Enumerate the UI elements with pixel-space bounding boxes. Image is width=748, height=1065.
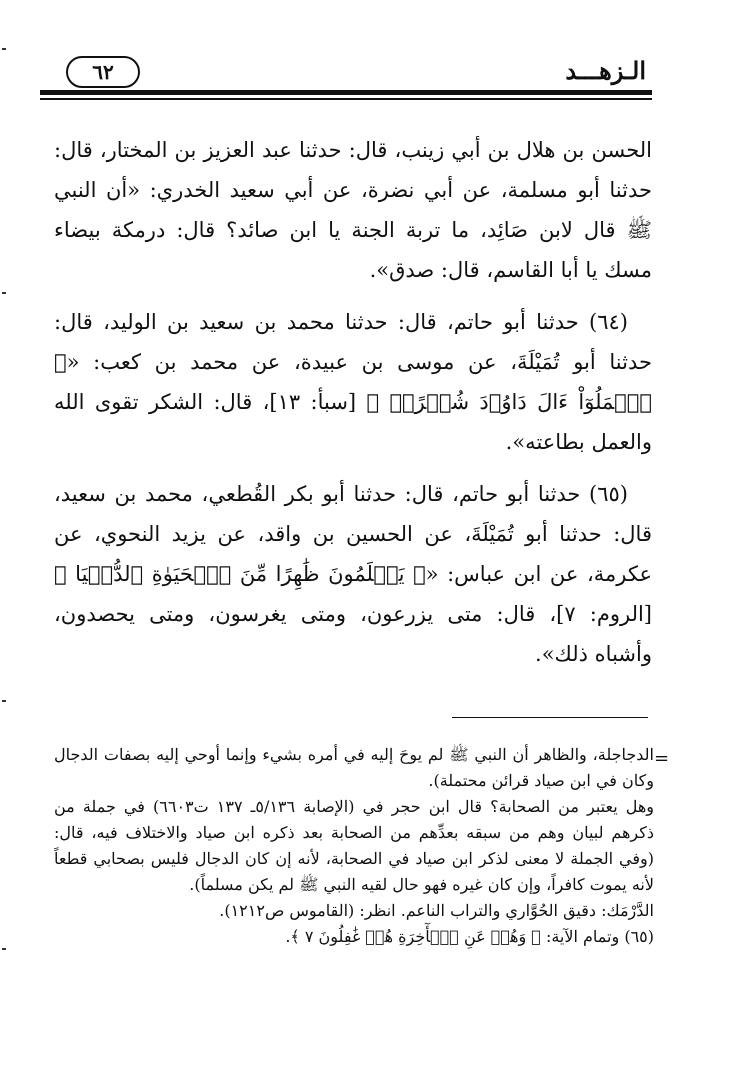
paragraph-continuation: الحسن بن هلال بن أبي زينب، قال: حدثنا عبد العزيز بن المختار، قال: حدثنا أبو مسلمة، عن أبي نضرة، عن أبي سعيد الخدري: «أن النبي ﷺ قال لابن صَائِد، ما تربة الجنة يا ابن صائد؟ قال: درمكة بيضاء مسك يا أبا القاسم، قال: صدق». [54, 138, 652, 282]
footnote-line: الدجاجلة، والظاهر أن النبي ﷺ لم يوحَ إليه في أمره بشيء وإنما أوحي إليه بصفات الدجال وكان في ابن صياد قرائن محتملة). [54, 745, 654, 790]
footnote-separator [452, 717, 648, 718]
paragraph-hadith-65: (٦٥) حدثنا أبو حاتم، قال: حدثنا أبو بكر القُطعي، محمد بن سعيد، قال: حدثنا أبو تُمَيْلَةَ، عن الحسين بن واقد، عن يزيد النحوي، عن عكرمة، عن ابن عباس: «﴿ يَعۡلَمُونَ ظَٰهِرًا مِّنَ ٱلۡحَيَوٰةِ ٱلدُّنۡيَا ﴾ [الروم: ٧]، قال: متى يزرعون، ومتى يغرسون، ومتى يحصدون، وأشباه ذلك». [54, 482, 652, 666]
footnote-continuation-mark: = [654, 748, 670, 769]
footnote-line: الدَّرْمَك: دقيق الحُوَّاري والتراب الناعم. انظر: (القاموس ص١٢١٢). [219, 901, 654, 920]
margin-tick [2, 948, 6, 950]
running-title: الـزهـــد [565, 56, 646, 85]
margin-tick [2, 700, 6, 702]
paragraph-hadith-64: (٦٤) حدثنا أبو حاتم، قال: حدثنا محمد بن سعيد بن الوليد، قال: حدثنا أبو تُمَيْلَةَ، عن موسى بن عبيدة، عن محمد بن كعب: «﴿ ٱعۡمَلُوٓاْ ءَالَ دَاوُۥدَ شُكۡرًاۚ ﴾ [سبأ: ١٣]، قال: الشكر تقوى الله والعمل بطاعته». [54, 310, 652, 454]
margin-tick [2, 292, 6, 294]
main-text [54, 130, 652, 686]
header-rule-thick [40, 90, 652, 95]
footnotes [54, 742, 654, 950]
page-header [40, 54, 652, 104]
page-number-badge: ٦٢ [66, 56, 140, 88]
footnote-line: وهل يعتبر من الصحابة؟ قال ابن حجر في (الإصابة ٥/١٣٦ـ ١٣٧ ت٦٦٠٣) في جملة من ذكرهم لبيان وهم من سبقه بعدِّهم من الصحابة بعد ذكره ابن صياد والاختلاف فيه، قال: (وفي الجملة لا معنى لذكر ابن صياد في الصحابة، لأنه إن كان الدجال فليس بصحابي قطعاً لأنه يموت كافراً، وإن كان غيره فهو حال لقيه النبي ﷺ لم يكن مسلماً). [54, 797, 655, 894]
footnote-line: (٦٥) وتمام الآية: ﴿ وَهُمۡ عَنِ ٱلۡأٓخِرَةِ هُمۡ غَٰفِلُونَ ٧ ﴾. [285, 927, 654, 946]
header-rule-thin [40, 98, 652, 100]
margin-tick [2, 48, 6, 50]
